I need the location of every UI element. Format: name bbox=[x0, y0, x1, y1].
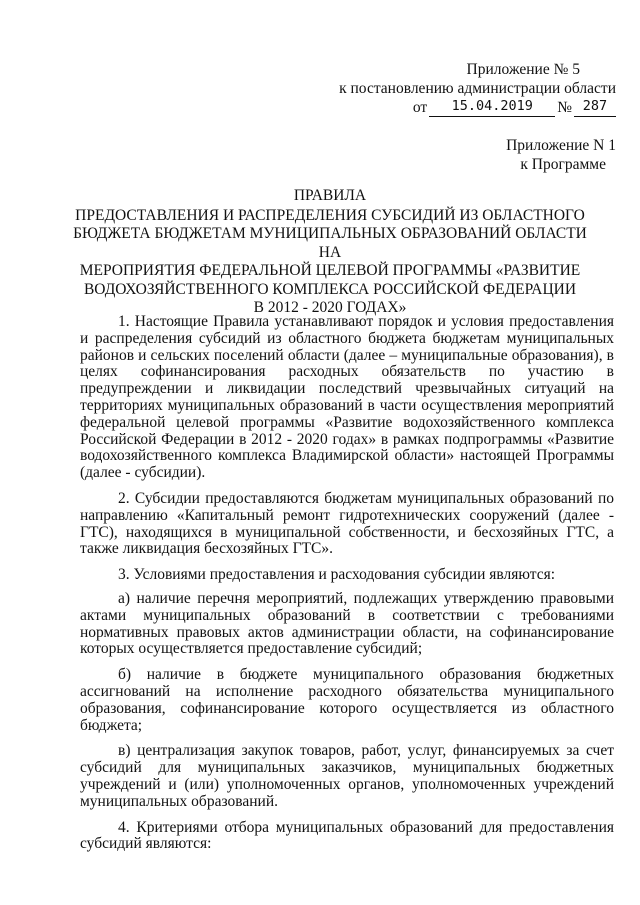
resolution-header bbox=[336, 60, 616, 117]
title-line: В 2012 - 2020 ГОДАХ» bbox=[253, 299, 407, 316]
title-line: ПРЕДОСТАВЛЕНИЯ И РАСПРЕДЕЛЕНИЯ СУБСИДИЙ ИЗ ОБЛАСТНОГО bbox=[75, 206, 585, 224]
paragraph-4: 4. Критериями отбора муниципальных образований для предоставления субсидий являются: bbox=[80, 818, 614, 853]
annex-program-line: к Программе bbox=[520, 156, 606, 173]
resolution-reference-line: к постановлению администрации области bbox=[339, 80, 616, 97]
paragraph-3c: в) централизация закупок товаров, работ, услуг, финансируемых за счет субсидий для муниципальных заказчиков, муниципальных бюджетных учреждений и (или) уполномоченных органов, уполномоченных учреждений муниципальных образований. bbox=[80, 742, 614, 810]
resolution-number: 287 bbox=[574, 98, 616, 117]
title-line: БЮДЖЕТА БЮДЖЕТАМ МУНИЦИПАЛЬНЫХ ОБРАЗОВАНИЙ ОБЛАСТИ НА bbox=[73, 225, 587, 261]
document-title bbox=[70, 187, 590, 318]
title-main: ПРАВИЛА bbox=[293, 187, 367, 204]
date-number-line bbox=[336, 98, 616, 117]
from-label: от bbox=[412, 99, 428, 116]
title-line: ВОДОХОЗЯЙСТВЕННОГО КОМПЛЕКСА РОССИЙСКОЙ ФЕДЕРАЦИИ bbox=[83, 280, 577, 298]
title-line: МЕРОПРИЯТИЯ ФЕДЕРАЛЬНОЙ ЦЕЛЕВОЙ ПРОГРАММЫ «РАЗВИТИЕ bbox=[79, 262, 581, 279]
annex-number-line: Приложение N 1 bbox=[506, 137, 616, 154]
paragraph-2: 2. Субсидии предоставляются бюджетам муниципальных образований по направлению «Капитальный ремонт гидротехнических сооружений (далее - ГТС), находящихся в муниципальной собственности, и бесхозяйных ГТС, а также ликвидация бесхозяйных ГТС». bbox=[80, 489, 614, 558]
document-body bbox=[80, 314, 614, 862]
paragraph-3: 3. Условиями предоставления и расходования субсидии являются: bbox=[118, 566, 556, 584]
paragraph-3a: а) наличие перечня мероприятий, подлежащих утверждению правовыми актами муниципальных образований в соответствии с требованиями нормативных правовых актов администрации области, на софинансирование которых осуществляется предоставление субсидий; bbox=[80, 589, 614, 658]
paragraph-1: 1. Настоящие Правила устанавливают порядок и условия предоставления и распределения субсидий из областного бюджета бюджетам муниципальных районов и сельских поселений области (далее – муниципальные образования), в целях софинансирования расходных обязательств по участию в предупреждении и ликвидации последствий чрезвычайных ситуаций на территориях муниципальных образований в части осуществления мероприятий федеральной целевой программы «Развитие водохозяйственного комплекса Российской Федерации в 2012 - 2020 годах» в рамках подпрограммы «Развитие водохозяйственного комплекса Владимирской области» настоящей Программы (далее - субсидии). bbox=[80, 313, 614, 482]
resolution-date: 15.04.2019 bbox=[429, 98, 555, 117]
program-annex-header bbox=[416, 136, 616, 174]
number-label: № bbox=[557, 99, 572, 116]
appendix-number-line: Приложение № 5 bbox=[466, 61, 580, 78]
paragraph-3b: б) наличие в бюджете муниципального образования бюджетных ассигнований на исполнение расходного обязательства муниципального образования, софинансирование которого осуществляется из областного бюджета; bbox=[80, 666, 614, 734]
